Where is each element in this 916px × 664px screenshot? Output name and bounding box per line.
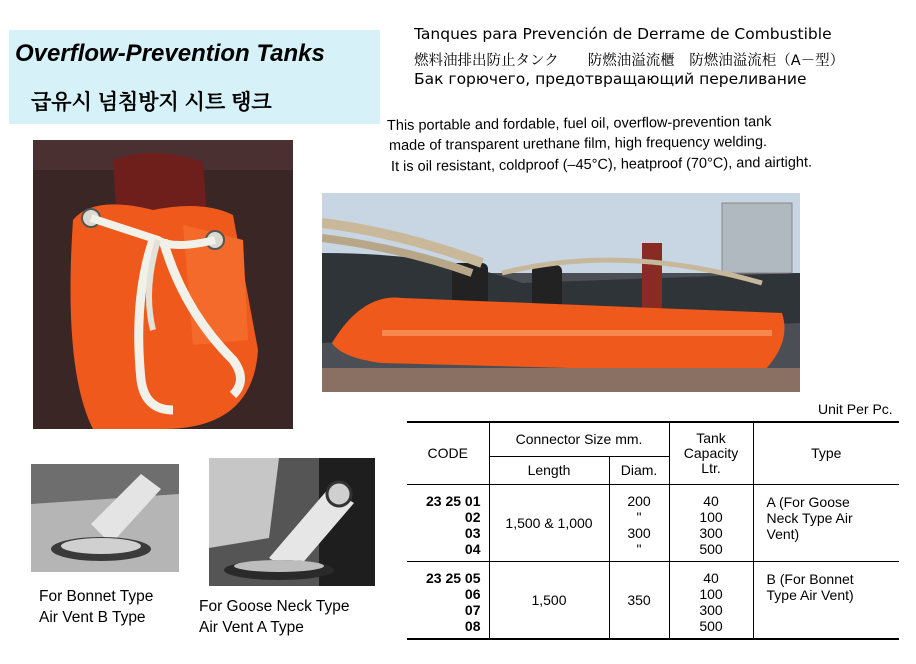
type-line: Vent) — [766, 525, 800, 542]
diam-cell — [609, 484, 669, 561]
table-row — [407, 484, 899, 561]
tank-bag-photo — [33, 140, 293, 429]
title-korean: 급유시 넘침방지 시트 탱크 — [31, 91, 272, 114]
unit-label: Unit Per Pc. — [818, 401, 893, 417]
diam-value: " — [636, 508, 642, 525]
code-cell — [407, 561, 489, 639]
code-value: 07 — [464, 601, 481, 618]
capacity-value: 40 — [703, 569, 719, 586]
type-cell — [753, 561, 899, 639]
capacity-cell — [669, 484, 753, 561]
description-line: made of transparent urethane film, high frequency welding. — [388, 134, 768, 154]
caption-line: For Bonnet Type — [39, 588, 154, 605]
type-cell — [753, 484, 899, 561]
title-japanese-chinese: 燃料油排出防止タンク 防燃油溢流櫃 防燃油溢流柜（A－型） — [414, 53, 845, 69]
type-line: A (For Goose — [766, 493, 850, 510]
code-value: 23 25 05 — [426, 569, 481, 586]
caption-line: Air Vent B Type — [39, 609, 146, 626]
tank-deck-photo — [322, 193, 800, 392]
capacity-value: 100 — [699, 508, 723, 525]
header-diam: Diam. — [609, 456, 669, 484]
header-tank-line: Tank — [696, 429, 726, 446]
description-line: This portable and fordable, fuel oil, overflow-prevention tank — [386, 113, 772, 134]
capacity-value: 300 — [699, 524, 723, 541]
code-value: 06 — [464, 585, 481, 602]
header-length: Length — [489, 456, 609, 484]
header-tank — [669, 422, 753, 484]
code-value: 02 — [464, 508, 481, 525]
title-russian: Бак горючего, предотвращающий переливание — [414, 70, 807, 88]
goose-caption — [199, 596, 349, 638]
description-line: It is oil resistant, coldproof (–45°C), heatproof (70°C), and airtight. — [390, 154, 813, 175]
spec-table — [407, 421, 899, 640]
code-cell — [407, 484, 489, 561]
caption-line: For Goose Neck Type — [199, 598, 350, 615]
header-connector: Connector Size mm. — [489, 422, 669, 456]
code-value: 04 — [464, 540, 481, 557]
title-banner — [9, 30, 380, 124]
header-tank-line: Ltr. — [701, 459, 721, 476]
bonnet-type-photo — [31, 464, 179, 572]
code-value: 23 25 01 — [426, 492, 481, 509]
diam-cell: 350 — [609, 561, 669, 639]
table-row — [407, 561, 899, 639]
capacity-value: 500 — [699, 617, 723, 634]
length-cell: 1,500 — [489, 561, 609, 639]
code-value: 08 — [464, 617, 481, 634]
capacity-value: 40 — [703, 492, 719, 509]
header-tank-line: Capacity — [683, 444, 739, 461]
capacity-value: 100 — [699, 585, 723, 602]
code-value: 03 — [464, 524, 481, 541]
diam-value: " — [636, 540, 642, 557]
diam-value: 200 — [627, 492, 651, 509]
type-line: Neck Type Air — [766, 509, 853, 526]
caption-line: Air Vent A Type — [199, 619, 304, 636]
type-line: Type Air Vent) — [766, 586, 854, 603]
capacity-cell — [669, 561, 753, 639]
header-type: Type — [753, 422, 899, 484]
goose-neck-type-photo — [209, 458, 375, 586]
capacity-value: 500 — [699, 540, 723, 557]
diam-value: 300 — [627, 524, 651, 541]
type-line: B (For Bonnet — [766, 570, 854, 587]
title-spanish: Tanques para Prevención de Derrame de Combustible — [414, 25, 832, 43]
header-code: CODE — [407, 422, 489, 484]
bonnet-caption — [39, 586, 153, 628]
capacity-value: 300 — [699, 601, 723, 618]
length-cell: 1,500 & 1,000 — [489, 484, 609, 561]
title-english: Overflow-Prevention Tanks — [15, 40, 325, 67]
